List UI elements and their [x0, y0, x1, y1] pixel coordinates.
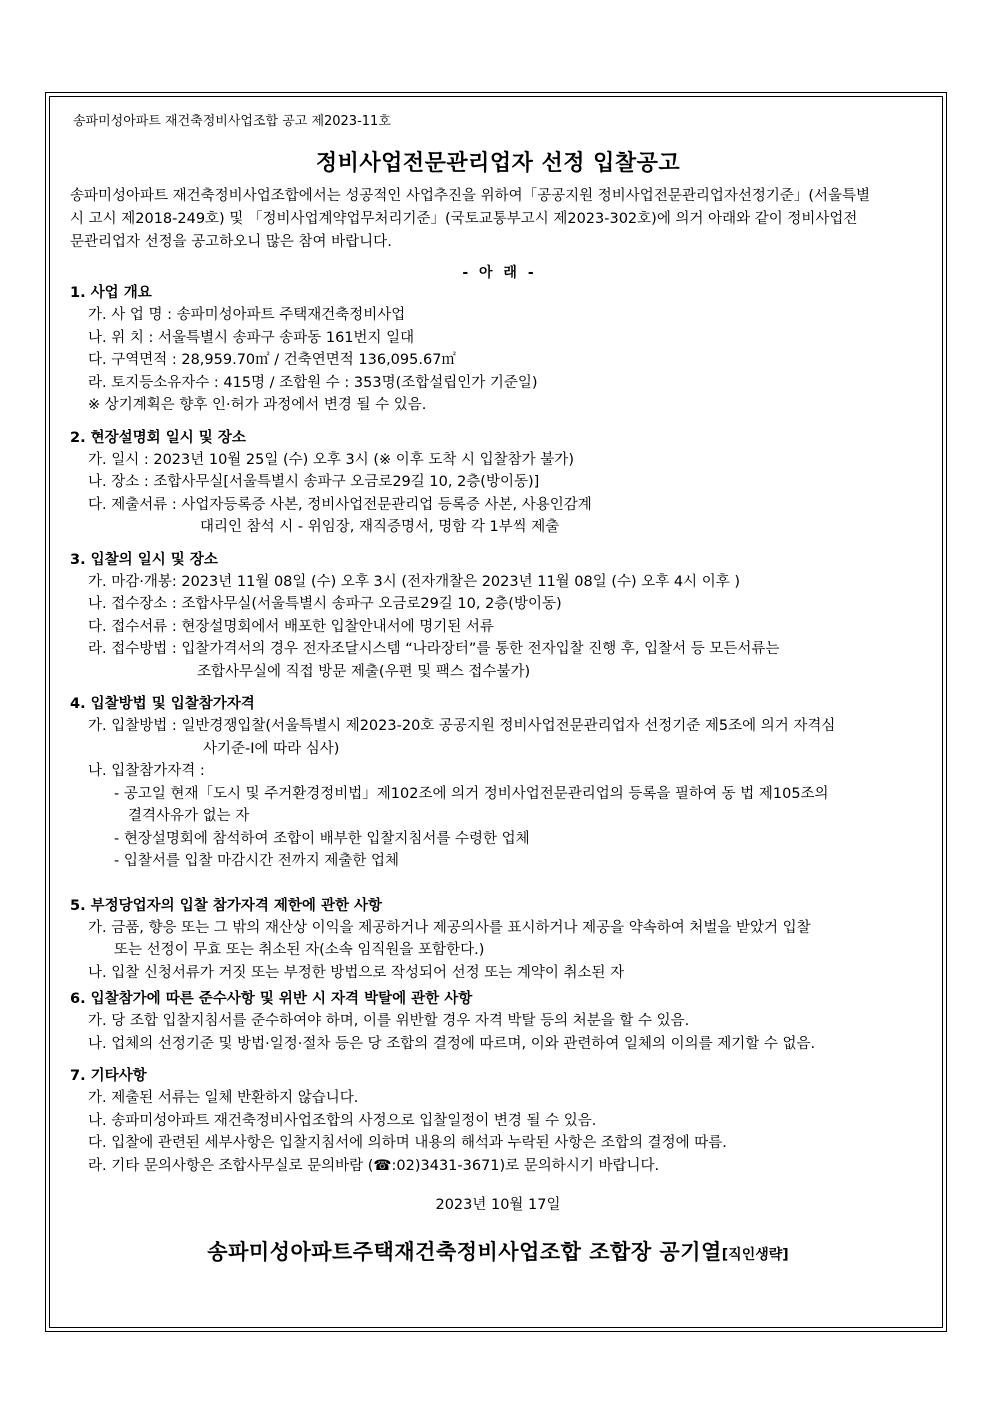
section-line: 또는 선정이 무효 또는 취소된 자(소속 임직원을 포함한다.) [114, 942, 485, 958]
section-line: 가. 당 조합 입찰지침서를 준수하여야 하며, 이를 위반할 경우 자격 박탈 등의 처분을 할 수 있음. [88, 1013, 690, 1029]
section-line: 라. 접수방법 : 입찰가격서의 경우 전자조달시스템 “나라장터”를 통한 전자입찰 진행 후, 입찰서 등 모든서류는 [88, 641, 780, 657]
section-heading: 3. 입찰의 일시 및 장소 [70, 551, 218, 568]
section-line: 다. 구역면적 : 28,959.70㎡ / 건축연면적 136,095.67㎡ [88, 352, 456, 368]
section-line: 결격사유가 없는 자 [128, 808, 250, 824]
section-line: 나. 위 치 : 서울특별시 송파구 송파동 161번지 일대 [88, 329, 415, 346]
intro-paragraph [70, 185, 926, 254]
section-line: 나. 송파미성아파트 재건축정비사업조합의 사정으로 입찰일정이 변경 될 수 있음. [88, 1112, 597, 1129]
section-compliance [70, 988, 926, 1055]
section-line: 나. 업체의 선정기준 및 방법·일정·절차 등은 당 조합의 결정에 따르며, 이와 관련하여 일체의 이의를 제기할 수 없음. [88, 1035, 816, 1052]
section-line: - 공고일 현재「도시 및 주거환경정비법」제102조에 의거 정비사업전문관리업의 등록을 필하여 동 법 제105조의 [114, 785, 829, 802]
section-line: 가. 마감·개봉: 2023년 11월 08일 (수) 오후 3시 (전자개찰은 2023년 11월 08일 (수) 오후 4시 이후 ) [88, 573, 741, 590]
section-line: 나. 장소 : 조합사무실[서울특별시 송파구 오금로29길 10, 2층(방이동)] [88, 474, 540, 490]
notice-document [70, 112, 926, 1266]
section-bid-schedule [70, 549, 926, 684]
section-note: ※ 상기계획은 향후 인·허가 과정에서 변경 될 수 있음. [88, 397, 427, 413]
section-heading: 2. 현장설명회 일시 및 장소 [70, 429, 246, 446]
section-line: 대리인 참석 시 - 위임장, 재직증명서, 명함 각 1부씩 제출 [200, 519, 560, 535]
section-line: 라. 토지등소유자수 : 415명 / 조합원 수 : 353명(조합설립인가 기준일) [88, 374, 538, 391]
intro-line: 시 고시 제2018-249호) 및 「정비사업계약업무처리기준」(국토교통부고시 제2023-302호)에 의거 아래와 같이 정비사업전 [70, 211, 858, 227]
stamp-note: [직인생략] [721, 1247, 789, 1263]
section-heading: 6. 입찰참가에 따른 준수사항 및 위반 시 자격 박탈에 관한 사항 [70, 991, 473, 1007]
section-bid-method [70, 693, 926, 873]
section-site-briefing [70, 427, 926, 539]
section-business-overview [70, 282, 926, 417]
signer-name: 송파미성아파트주택재건축정비사업조합 조합장 공기열 [207, 1240, 722, 1264]
signer-line [70, 1236, 926, 1266]
notice-number: 송파미성아파트 재건축정비사업조합 공고 제2023-11호 [73, 114, 391, 129]
arae-heading: - 아 래 - [462, 265, 534, 281]
section-line: 가. 일시 : 2023년 10월 25일 (수) 오후 3시 (※ 이후 도착 시 입찰참가 불가) [88, 451, 574, 468]
section-line: 사기준-Ⅰ에 따라 심사) [203, 740, 340, 757]
section-line: 가. 입찰방법 : 일반경쟁입찰(서울특별시 제2023-20호 공공지원 정비사업전문관리업자 선정기준 제5조에 의거 자격심 [88, 718, 836, 734]
section-heading: 1. 사업 개요 [70, 285, 152, 301]
section-line: 가. 금품, 향응 또는 그 밖의 재산상 이익을 제공하거나 제공의사를 표시하거나 제공을 약속하여 처벌을 받았거 입찰 [88, 919, 811, 936]
section-line: 다. 접수서류 : 현장설명회에서 배포한 입찰안내서에 명기된 서류 [88, 618, 494, 635]
section-line: 가. 사 업 명 : 송파미성아파트 주택재건축정비사업 [88, 307, 406, 323]
section-line: 나. 입찰참가자격 : [88, 763, 205, 779]
section-line: - 입찰서를 입찰 마감시간 전까지 제출한 업체 [114, 853, 400, 869]
section-heading: 5. 부정당업자의 입찰 참가자격 제한에 관한 사항 [70, 897, 383, 914]
intro-line: 문관리업자 선정을 공고하오니 많은 참여 바랍니다. [70, 234, 392, 250]
document-title: 정비사업전문관리업자 선정 입찰공고 [315, 151, 681, 176]
section-line: 가. 제출된 서류는 일체 반환하지 않습니다. [88, 1090, 359, 1106]
section-line: 나. 접수장소 : 조합사무실(서울특별시 송파구 오금로29길 10, 2층(방이동) [88, 596, 562, 612]
notice-date: 2023년 10월 17일 [435, 1197, 561, 1213]
intro-line: 송파미성아파트 재건축정비사업조합에서는 성공적인 사업추진을 위하여「공공지원 정비사업전문관리업자선정기준」(서울특별 [70, 188, 871, 204]
section-heading: 7. 기타사항 [70, 1068, 147, 1084]
section-misc [70, 1065, 926, 1177]
section-line: 조합사무실에 직접 방문 제출(우편 및 팩스 접수불가) [197, 663, 531, 680]
section-line: 다. 입찰에 관련된 세부사항은 입찰지침서에 의하며 내용의 해석과 누락된 사항은 조합의 결정에 따름. [88, 1135, 727, 1151]
section-line: 다. 제출서류 : 사업자등록증 사본, 정비사업전문관리업 등록증 사본, 사용인감계 [88, 496, 592, 513]
section-line: - 현장설명회에 참석하여 조합이 배부한 입찰지침서를 수령한 업체 [114, 830, 530, 847]
section-line: 나. 입찰 신청서류가 거짓 또는 부정한 방법으로 작성되어 선정 또는 계약이 취소된 자 [88, 964, 625, 981]
section-disqualification [70, 895, 926, 985]
section-heading: 4. 입찰방법 및 입찰참가자격 [70, 696, 255, 712]
section-line: 라. 기타 문의사항은 조합사무실로 문의바람 (☎:02)3431-3671)로 문의하시기 바랍니다. [88, 1157, 660, 1174]
